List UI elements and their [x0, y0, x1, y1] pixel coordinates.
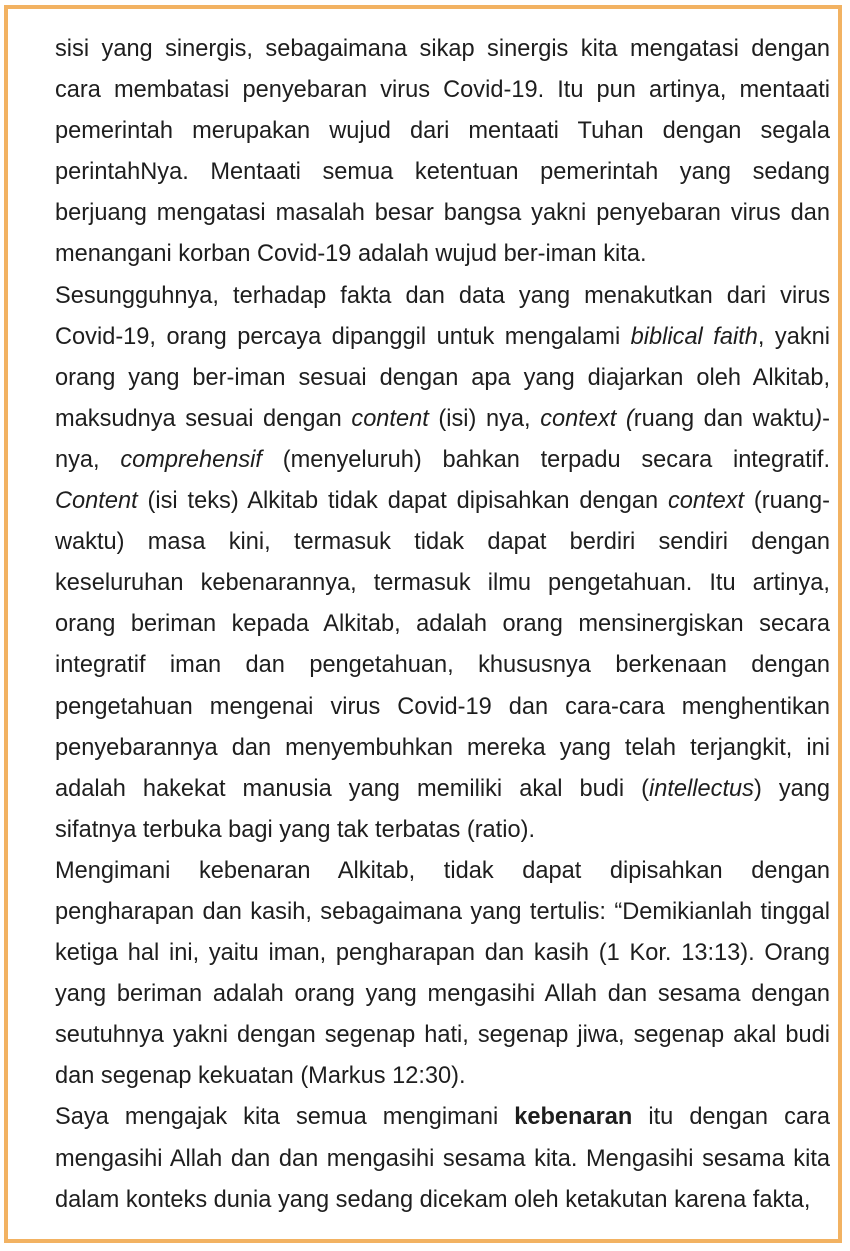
text-run: -nya, — [55, 405, 830, 473]
paragraph-3 — [55, 851, 830, 1098]
text-run: itu dengan cara mengasihi Allah dan dan mengasihi sesama kita. Mengasihi sesama kita dalam konteks dunia yang sedang dicekam oleh ketakutan karena fakta, — [55, 1104, 830, 1213]
text-run: ) yang sifatnya terbuka bagi yang tak terbatas (ratio). — [55, 775, 830, 843]
italic-term: comprehensif — [120, 446, 262, 473]
text-run: Mengimani kebenaran Alkitab, tidak dapat dipisahkan dengan pengharapan dan kasih, sebagaimana yang tertulis: “Demikianlah tinggal ketiga hal ini, yaitu iman, pengharapan dan kasih (1 Kor. 13:13). Orang yang beriman adalah orang yang mengasihi Allah dan sesama dengan seutuhnya yakni dengan segenap hati, segenap jiwa, segenap akal budi dan segenap kekuatan (Markus 12:30). — [55, 857, 830, 1090]
italic-term: intellectus — [649, 775, 754, 802]
text-run: Sesungguhnya, terhadap fakta dan data yang menakutkan dari virus Covid-19, orang percaya dipanggil untuk mengalami — [55, 282, 830, 350]
page-frame — [4, 5, 842, 1243]
italic-term: context ( — [540, 405, 634, 432]
document-body — [55, 29, 830, 1221]
text-run: sisi yang sinergis, sebagaimana sikap sinergis kita mengatasi dengan cara membatasi penyebaran virus Covid-19. Itu pun artinya, mentaati pemerintah merupakan wujud dari mentaati Tuhan dengan segala perintahNya. Mentaati semua ketentuan pemerintah yang sedang berjuang mengatasi masalah besar bangsa yakni penyebaran virus dan menangani korban Covid-19 adalah wujud ber-iman kita. — [55, 36, 830, 268]
text-run: (menyeluruh) bahkan terpadu secara integratif. — [261, 446, 830, 473]
paragraph-1 — [55, 29, 830, 276]
text-run: (isi) nya, — [428, 405, 541, 432]
paragraph-4 — [55, 1097, 830, 1220]
text-run: , yakni orang yang ber-iman sesuai dengan apa yang diajarkan oleh Alkitab, maksudnya sesuai dengan — [55, 323, 830, 432]
text-run: ruang dan waktu — [633, 405, 815, 432]
paragraph-2 — [55, 276, 830, 851]
italic-term: ) — [814, 405, 823, 432]
text-run: Saya mengajak kita semua mengimani — [55, 1104, 515, 1131]
italic-term: context — [667, 488, 745, 515]
italic-term: Content — [55, 488, 138, 515]
italic-term: biblical faith — [630, 323, 758, 350]
bold-term: kebenaran — [514, 1104, 633, 1131]
text-run: (ruang-waktu) masa kini, termasuk tidak dapat berdiri sendiri dengan keseluruhan kebenarannya, termasuk ilmu pengetahuan. Itu artinya, orang beriman kepada Alkitab, adalah orang mensinergiskan secara integratif iman dan pengetahuan, khususnya berkenaan dengan pengetahuan mengenai virus Covid-19 dan cara-cara menghentikan penyebarannya dan menyembuhkan mereka yang telah terjangkit, ini adalah hakekat manusia yang memiliki akal budi ( — [55, 488, 830, 802]
text-run: (isi teks) Alkitab tidak dapat dipisahkan dengan — [137, 488, 668, 515]
italic-term: content — [351, 405, 429, 432]
